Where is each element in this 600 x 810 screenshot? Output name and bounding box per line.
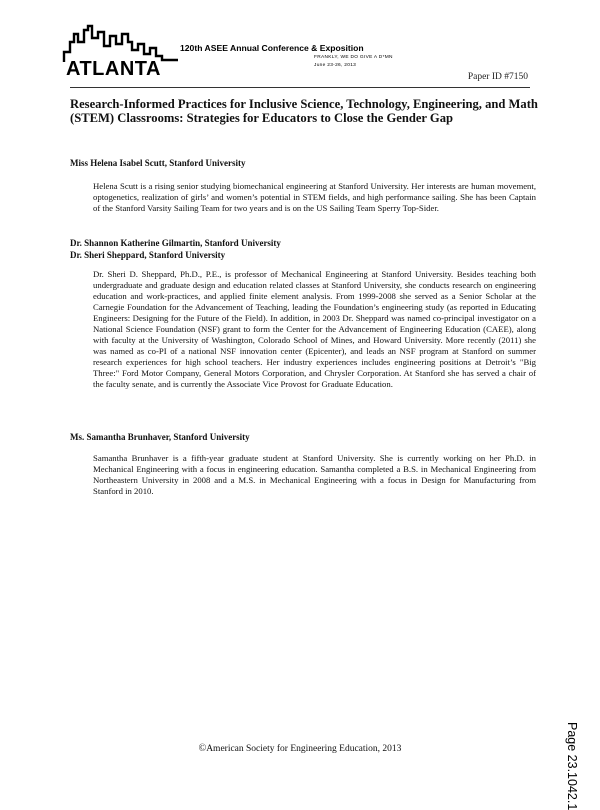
page-number: Page 23.1042.1: [565, 722, 579, 810]
paper-id: Paper ID #7150: [467, 72, 528, 82]
author-bio: Helena Scutt is a rising senior studying biomechanical engineering at Stanford University. Her interests are human movement, optogenetics, realization of girls’ and women’s potential in STEM fields, and high performance sailing. She has been Captain of the Stanford Varsity Sailing Team for two years and is on the US Sailing Team Sperry Top-Sider.: [93, 181, 536, 213]
conference-tagline: FRANKLY, WE DO GIVE A D*MN: [314, 55, 393, 60]
copyright-footer: [0, 743, 600, 754]
author-name: Dr. Shannon Katherine Gilmartin, Stanford University: [70, 238, 281, 248]
author-name: Dr. Sheri Sheppard, Stanford University: [70, 250, 226, 260]
header-divider: [70, 87, 530, 88]
author-name: Ms. Samantha Brunhaver, Stanford University: [70, 432, 250, 442]
paper-title: Research-Informed Practices for Inclusive Science, Technology, Engineering, and Math (STEM) Classrooms: Strategies for Educators to Close the Gender Gap: [70, 97, 538, 126]
author-name: Miss Helena Isabel Scutt, Stanford University: [70, 158, 246, 168]
copyright-icon: ©: [198, 743, 207, 754]
conference-title: 120th ASEE Annual Conference & Exposition: [180, 43, 364, 53]
copyright-text: American Society for Engineering Education, 2013: [206, 744, 402, 754]
conference-logo: [58, 24, 198, 80]
conference-dates: June 23-26, 2013: [314, 63, 357, 68]
author-bio: Dr. Sheri D. Sheppard, Ph.D., P.E., is professor of Mechanical Engineering at Stanford University. Besides teaching both undergraduate and graduate design and education related classes at Stanford University, she conducts research on engineering education and work-practices, and applied finite element analysis. From 1999-2008 she served as a Senior Scholar at the Carnegie Foundation for the Advancement of Teaching, leading the Foundation’s engineering study (as reported in Educating Engineers: Designing for the Future of the Field). In addition, in 2003 Dr. Sheppard was named co-principal investigator on a National Science Foundation (NSF) grant to form the Center for the Advancement of Engineering Education (CAEE), along with faculty at the University of Washington, Colorado School of Mines, and Howard University. More recently (2011) she was named as co-PI of a national NSF innovation center (Epicenter), and leads an NSF program at Stanford on summer research experiences for high school teachers. Her industry experiences includes engineering positions at Detroit’s "Big Three:" Ford Motor Company, General Motors Corporation, and Chrysler Corporation. At Stanford she has served a chair of the faculty senate, and is currently the Associate Vice Provost for Graduate Education.: [93, 269, 536, 389]
logo-wordmark: ATLANTA: [66, 58, 161, 80]
author-bio: Samantha Brunhaver is a fifth-year graduate student at Stanford University. She is currently working on her Ph.D. in Mechanical Engineering with a focus in engineering education. Samantha completed a B.S. in Mechanical Engineering from Northeastern University in 2008 and a M.S. in Mechanical Engineering with a focus in Design for Manufacturing from Stanford in 2010.: [93, 453, 536, 496]
